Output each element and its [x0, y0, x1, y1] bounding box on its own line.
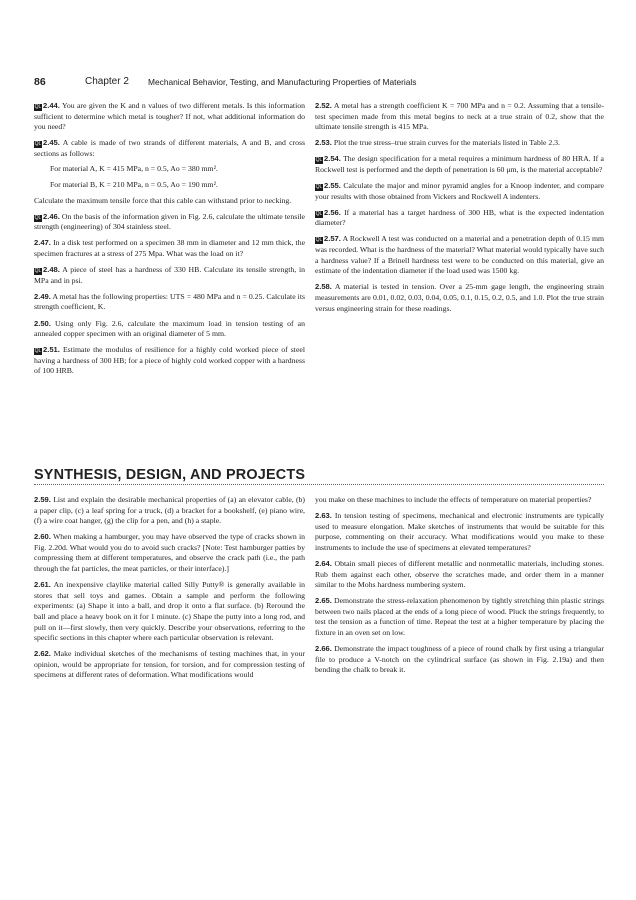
- problem-number: 2.66.: [315, 644, 332, 654]
- problem-text: you make on these machines to include the effects of temperature on material properties?: [315, 495, 592, 504]
- problem-item: [315, 208, 604, 229]
- problem-number: 2.63.: [315, 511, 332, 521]
- problem-item: [34, 238, 305, 259]
- problem-number: 2.50.: [34, 318, 51, 328]
- problem-text: Plot the true stress–true strain curves for the materials listed in Table 2.3.: [333, 138, 560, 148]
- problem-icon: QL: [34, 104, 42, 110]
- problem-number: 2.46.: [43, 211, 60, 221]
- problem-item: [315, 154, 604, 175]
- problem-number: 2.53.: [315, 138, 332, 148]
- section-divider: [34, 484, 604, 485]
- problem-icon: QL: [315, 157, 323, 164]
- problem-icon: QL: [34, 214, 42, 221]
- problem-number: 2.65.: [315, 596, 332, 606]
- problem-text: The design specification for a metal requires a minimum hardness of 80 HRA. If a Rockwell test is performed and the depth of penetration is 60 μm, is the material acceptable?: [315, 154, 604, 174]
- problems-column-top-left: [34, 101, 305, 382]
- problem-item: [34, 292, 305, 313]
- problem-number: 2.64.: [315, 558, 332, 568]
- problem-item: [315, 234, 604, 276]
- problem-icon: QL: [315, 210, 323, 217]
- problem-text: If a material has a target hardness of 300 HB, what is the expected indentation diameter?: [315, 207, 605, 228]
- problem-number: 2.44.: [43, 101, 60, 110]
- problem-text: Demonstrate the stress-relaxation phenomenon by tightly stretching thin plastic strings between two nails placed at the ends of a long piece of wood. Pluck the strings frequently, to test the tension as a function of time. Repeat the test at a higher temperature by placing the fixture in an oven set on low.: [315, 596, 605, 638]
- problem-item: [315, 138, 604, 149]
- problem-item: [315, 495, 604, 506]
- problem-item: [315, 282, 604, 314]
- problem-text: In a disk test performed on a specimen 38 mm in diameter and 12 mm thick, the specimen fractures at a stress of 275 Mpa. What was the load on it?: [34, 238, 306, 259]
- problem-text: A metal has a strength coefficient K = 700 MPa and n = 0.2. Assuming that a tensile-test specimen made from this metal begins to neck at a true strain of 0.2, show that the ultimate tensile strength is 415 MPa.: [315, 101, 604, 132]
- problem-item: [34, 319, 305, 340]
- problem-text: Demonstrate the impact toughness of a piece of round chalk by first using a triangular file to produce a V-notch on the cylindrical surface (as shown in Fig. 2.19a) and then bending the chalk to break it.: [315, 644, 605, 675]
- section-title: SYNTHESIS, DESIGN, AND PROJECTS: [34, 467, 306, 483]
- page-header: [34, 76, 604, 90]
- problem-text: A piece of steel has a hardness of 330 HB. Calculate its tensile strength, in MPa and in psi.: [34, 265, 305, 285]
- page-number: 86: [34, 76, 46, 88]
- problem-item: [315, 181, 604, 202]
- problem-text: Make individual sketches of the mechanisms of testing machines that, in your opinion, would be appropriate for tension, for torsion, and for compression testing of specimens at different rates of deformation. What modifications would: [34, 649, 306, 680]
- problem-text: Estimate the modulus of resilience for a highly cold worked piece of steel having a hardness of 300 HB; for a piece of highly cold worked copper with a hardness of 100 HRB.: [34, 345, 305, 376]
- problem-number: 2.56.: [324, 207, 341, 217]
- chapter-title: Mechanical Behavior, Testing, and Manufacturing Properties of Materials: [148, 77, 417, 87]
- problem-item: [34, 212, 305, 233]
- problem-item: [315, 644, 604, 676]
- problems-column-bottom-right: [315, 495, 604, 681]
- problem-text: A material is tested in tension. Over a 25-mm gage length, the engineering strain measurements are 0.01, 0.02, 0.03, 0.04, 0.05, 0.1, 0.15, 0.2, 0.5, and 1.0. Plot the true strain versus engineering strain for these readings.: [315, 282, 604, 313]
- problem-icon: QL: [34, 141, 42, 148]
- problem-number: 2.55.: [324, 181, 341, 191]
- problem-item: [34, 532, 305, 574]
- problem-item: [34, 580, 305, 644]
- problem-text-continued: Calculate the maximum tensile force that this cable can withstand prior to necking.: [34, 195, 292, 205]
- problem-text: You are given the K and n values of two different metals. Is this information sufficient to determine which metal is tougher? If not, what additional information do you need?: [34, 101, 305, 132]
- problem-text: Obtain small pieces of different metallic and nonmetallic materials, including stones. Rub them against each other, observe the scratches made, and order them in a manner similar to the Mohs hardness numbering system.: [315, 558, 605, 590]
- problems-column-top-right: [315, 101, 604, 320]
- problem-item: [34, 345, 305, 377]
- problem-number: 2.45.: [43, 138, 60, 148]
- problem-number: 2.52.: [315, 101, 332, 110]
- problem-number: 2.61.: [34, 580, 51, 590]
- problem-number: 2.58.: [315, 282, 332, 292]
- problem-number: 2.60.: [34, 532, 51, 542]
- problem-text: When making a hamburger, you may have observed the type of cracks shown in Fig. 2.20d. What would you do to avoid such cracks? [Note: Test hamburger patties by compressing them at different temperatures, and observe the crack path (i.e., the path through the fat particles, the meat particles, or their interface).]: [34, 532, 305, 574]
- problem-number: 2.51.: [43, 345, 60, 355]
- problem-item: [34, 495, 305, 527]
- problem-item: [315, 596, 604, 638]
- problem-text: List and explain the desirable mechanical properties of (a) an elevator cable, (b) a paper clip, (c) a leaf spring for a truck, (d) a bracket for a bookshelf, (e) piano wire, (f) a wire coat hanger, (g) the clip for a pen, and (h) a staple.: [34, 495, 306, 526]
- chapter-label: Chapter 2: [85, 76, 129, 87]
- problem-text: Using only Fig. 2.6, calculate the maximum load in tension testing of an annealed copper specimen with an original diameter of 5 mm.: [34, 318, 306, 339]
- problems-column-bottom-left: [34, 495, 305, 687]
- problem-data-line: For material B, K = 210 MPa, n = 0.5, Ao = 190 mm².: [50, 180, 218, 190]
- problem-icon: QL: [34, 348, 42, 355]
- problem-text: A metal has the following properties: UTS = 480 MPa and n = 0.25. Calculate its strength coefficient, K.: [34, 291, 305, 312]
- problem-number: 2.62.: [34, 649, 51, 659]
- problem-text: A Rockwell A test was conducted on a material and a penetration depth of 0.15 mm was recorded. What is the hardness of the material? What material would typically have such a hardness value? If a Brinell hardness test were to be conducted on this material, give an estimate of the indentation diameter if the load used was 1500 kg.: [315, 234, 605, 276]
- problem-item: [34, 101, 305, 133]
- problem-data-line: For material A, K = 415 MPa, n = 0.5, Ao = 380 mm².: [50, 164, 218, 174]
- problem-number: 2.49.: [34, 291, 51, 301]
- problem-number: 2.48.: [43, 265, 60, 275]
- problem-item: [315, 101, 604, 133]
- problem-item: [315, 511, 604, 553]
- problem-text: A cable is made of two strands of different materials, A and B, and cross sections as follows:: [34, 138, 305, 158]
- problem-number: 2.54.: [324, 154, 341, 164]
- problem-item: [34, 138, 305, 206]
- problem-text: Calculate the major and minor pyramid angles for a Knoop indenter, and compare your results with those obtained from Vickers and Rockwell A indenters.: [315, 181, 604, 201]
- problem-icon: QL: [34, 268, 42, 275]
- problem-text: An inexpensive claylike material called Silly Putty® is generally available in stores that sell toys and games. Obtain a sample and perform the following experiments: (a) Shape it into a ball, and drop it onto a flat surface. (b) Reround the ball and place a heavy book on it for 1 minute. (c) Shape the putty into a long rod, and pull on it—first slowly, then very quickly. Describe your observations, referring to the specific sections in this chapter where each particular observation is relevant.: [34, 580, 305, 643]
- problem-item: [315, 559, 604, 591]
- problem-text: In tension testing of specimens, mechanical and electronic instruments are typically used to measure elongation. Make sketches of instruments that would be suitable for this purpose, commenting on their accuracy. What modifications would you make to these instruments to include the use of specimens at elevated temperatures?: [315, 511, 605, 552]
- problem-text: On the basis of the information given in Fig. 2.6, calculate the ultimate tensile strength (engineering) of 304 stainless steel.: [34, 211, 305, 232]
- problem-icon: QL: [315, 184, 323, 191]
- problem-number: 2.47.: [34, 238, 51, 248]
- problem-number: 2.57.: [324, 234, 341, 244]
- problem-item: [34, 265, 305, 286]
- problem-icon: QL: [315, 237, 323, 244]
- problem-number: 2.59.: [34, 495, 51, 504]
- problem-item: [34, 649, 305, 681]
